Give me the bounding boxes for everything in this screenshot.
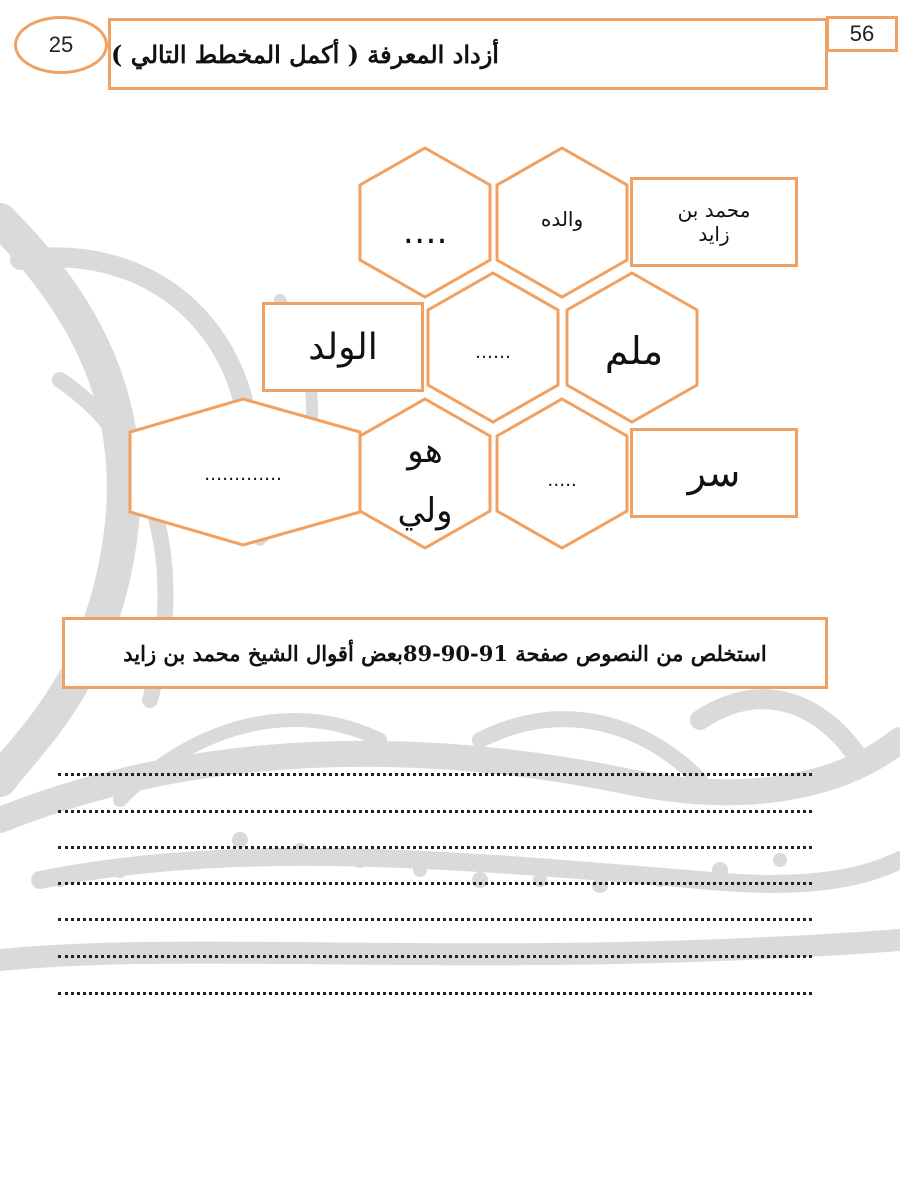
- box-top-right: [630, 177, 798, 267]
- hex-top-mid-text: والده: [540, 207, 584, 231]
- answer-line[interactable]: [58, 846, 812, 849]
- hex-mid-right-text: ملم: [604, 329, 664, 373]
- box-top-right-line2: زايد: [698, 222, 730, 246]
- hex-top-left-text: ….: [402, 212, 448, 252]
- box-bottom-right-text: سر: [687, 451, 741, 495]
- answer-line[interactable]: [58, 918, 812, 921]
- page-number: 56: [849, 21, 875, 46]
- answer-line[interactable]: [58, 955, 812, 958]
- section-title: أزداد المعرفة ( أكمل المخطط التالي ): [111, 39, 499, 69]
- answer-line[interactable]: [58, 810, 812, 813]
- instruction-text: استخلص من النصوص صفحة 91-90-89بعض أقوال الشيخ محمد بن زايد: [123, 640, 767, 666]
- instruction-box: [62, 617, 828, 689]
- box-top-right-line1: محمد بن: [677, 198, 751, 222]
- box-bottom-right: [630, 428, 798, 518]
- hex-bottom-ho-line1: هو: [407, 431, 443, 471]
- hex-long-bottom-left-text: ………….: [204, 464, 282, 485]
- box-mid-left-text: الولد: [308, 326, 378, 368]
- score-value: 25: [48, 32, 74, 57]
- answer-line[interactable]: [58, 773, 812, 776]
- answer-line[interactable]: [58, 882, 812, 885]
- answer-line[interactable]: [58, 992, 812, 995]
- box-mid-left: [262, 302, 424, 392]
- hex-bottom-ho-line2: ولي: [397, 491, 453, 531]
- hex-mid-center-text: ……: [475, 342, 511, 363]
- hex-bottom-mid-text: …..: [547, 470, 577, 491]
